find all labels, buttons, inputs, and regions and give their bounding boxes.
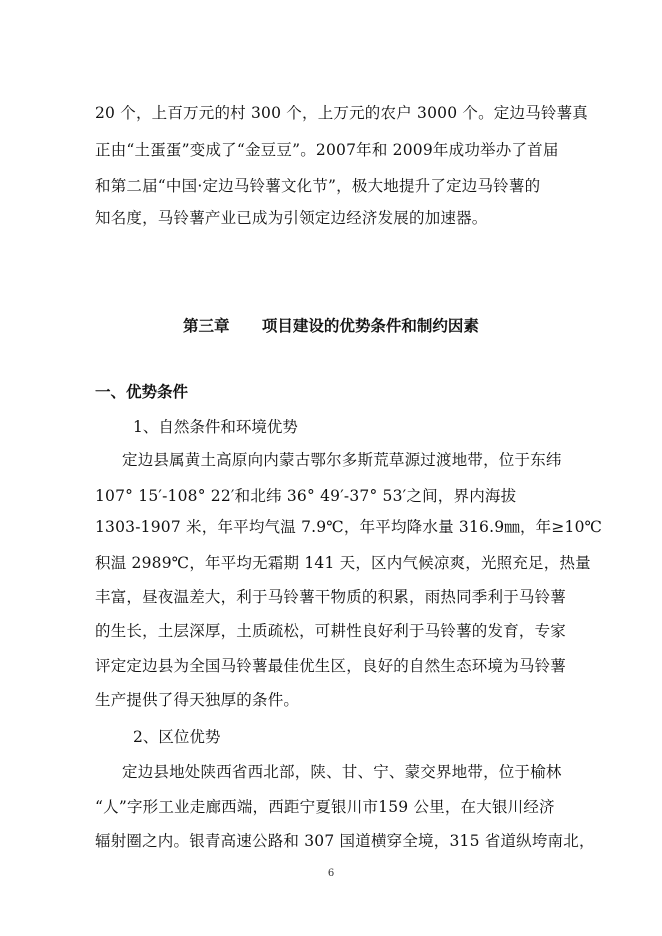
chapter-title: 第三章 项目建设的优势条件和制约因素 bbox=[183, 317, 479, 335]
subsection-title-location: 2、区位优势 bbox=[133, 728, 221, 746]
paragraph-line: 知名度，马铃薯产业已成为引领定边经济发展的加速器。 bbox=[95, 209, 488, 227]
paragraph-line: 1303-1907 米，年平均气温 7.9℃，年平均降水量 316.9㎜，年≥10℃ bbox=[95, 518, 603, 536]
page-number: 6 bbox=[327, 868, 335, 879]
subsection-title-natural: 1、自然条件和环境优势 bbox=[133, 418, 298, 436]
paragraph-line: “人”字形工业走廊西端，西距宁夏银川市159 公里，在大银川经济 bbox=[95, 798, 555, 816]
paragraph-line: 生产提供了得天独厚的条件。 bbox=[95, 691, 300, 709]
paragraph-line: 和第二届“中国·定边马铃薯文化节”，极大地提升了定边马铃薯的 bbox=[95, 177, 541, 195]
paragraph-line: 丰富，昼夜温差大，利于马铃薯干物质的积累，雨热同季利于马铃薯 bbox=[95, 588, 567, 606]
paragraph-line: 107° 15′-108° 22′和北纬 36° 49′-37° 53′之间，界内海拔 bbox=[95, 487, 517, 505]
paragraph-line: 正由“土蛋蛋”变成了“金豆豆”。2007年和 2009年成功举办了首届 bbox=[95, 141, 559, 159]
paragraph-line: 评定定边县为全国马铃薯最佳优生区，良好的自然生态环境为马铃薯 bbox=[95, 657, 567, 675]
paragraph-line: 的生长，土层深厚，土质疏松，可耕性良好利于马铃薯的发育，专家 bbox=[95, 622, 567, 640]
paragraph-line: 定边县地处陕西省西北部，陕、甘、宁、蒙交界地带，位于榆林 bbox=[122, 763, 562, 781]
paragraph-line: 积温 2989℃，年平均无霜期 141 天，区内气候凉爽，光照充足，热量 bbox=[95, 554, 591, 572]
paragraph-line: 定边县属黄土高原向内蒙古鄂尔多斯荒草源过渡地带，位于东纬 bbox=[122, 451, 562, 469]
paragraph-line: 辐射圈之内。银青高速公路和 307 国道横穿全境，315 省道纵垮南北， bbox=[95, 832, 595, 850]
paragraph-line: 20 个，上百万元的村 300 个，上万元的农户 3000 个。定边马铃薯真 bbox=[95, 104, 588, 122]
section-title: 一、优势条件 bbox=[95, 383, 189, 401]
